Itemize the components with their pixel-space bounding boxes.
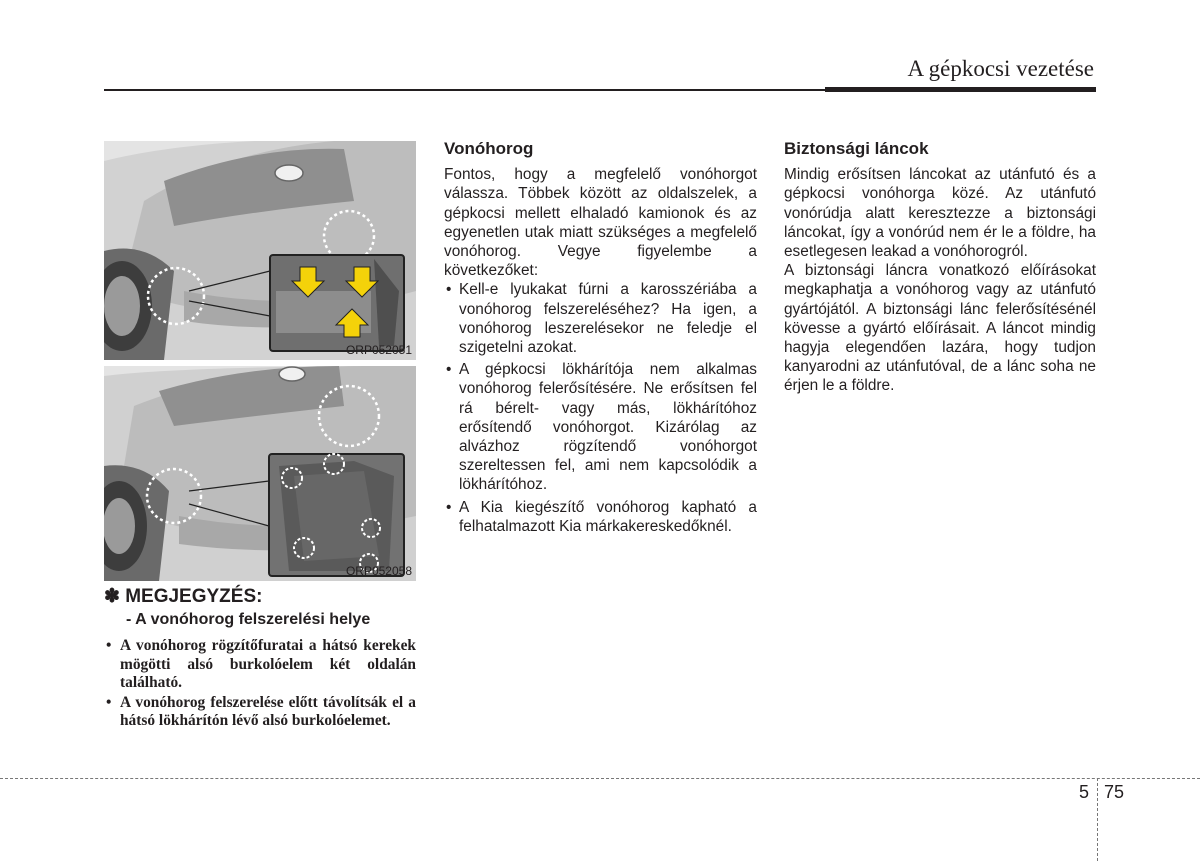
- header-rule-accent: [825, 87, 1096, 92]
- section-heading: Vonóhorog: [444, 139, 534, 158]
- list-item: • A Kia kiegészítő vonóhorog kapható a felhatalmazott Kia márkakereskedőknél.: [444, 498, 757, 536]
- footer-rule: [0, 778, 1200, 779]
- section-tow-hook: [444, 139, 757, 539]
- car-rear-illustration-2: [104, 366, 416, 581]
- note-subtitle: - A vonóhorog felszerelési helye: [126, 611, 371, 628]
- paragraph: A biztonsági láncra vonatkozó előírásokat megkaphatja a vonóhorog vagy az utánfutó gyártójától. A biztonsági lánc felerősítésénél kövesse a gyártó előírásait. A láncot mindig hagyja elegendően lazára, hogy tudjon kanyarodni az utánfutóval, de a lánc soha ne érjen le a földre.: [784, 262, 1096, 395]
- car-rear-illustration-1: [104, 141, 416, 360]
- section-intro: Fontos, hogy a megfelelő vonóhorgot válassza. Többek között az oldalszelek, a gépkocsi mellett elhaladó kamionok és az egyenetlen utak miatt szükséges a megfelelő vonóhorog. Vegye figyelembe a következőket:: [444, 166, 757, 280]
- figure-lower-cover: [104, 366, 416, 581]
- footer-divider: [1097, 778, 1098, 861]
- note-title: ✽ MEGJEGYZÉS:: [104, 586, 263, 607]
- bullet-list: [444, 280, 757, 536]
- running-header-title: A gépkocsi vezetése: [907, 56, 1094, 81]
- list-item: • A gépkocsi lökhárítója nem alkalmas vonóhorog felerősítésére. Ne erősítsen fel rá bérelt- vagy más, lökhárítóhoz erősítendő vonóhorgot. Kizárólag az alvázhoz rögzítendő vonóhorgot szereltessen fel, ami nem kapcsolódik a lökhárítóhoz.: [444, 360, 757, 494]
- figure-tow-hook-holes: [104, 141, 416, 360]
- section-heading: Biztonsági láncok: [784, 139, 929, 158]
- chapter-number: 5: [1079, 782, 1090, 802]
- figure-code: ORP052058: [345, 564, 412, 578]
- paragraph: Mindig erősítsen láncokat az utánfutó és a gépkocsi vonóhorga közé. Az utánfutó vonórúdja alatt keresztezze a biztonsági láncokat, így a vonórúd nem ér le a földre, ha esetlegesen leakad a vonóhorogról.: [784, 166, 1096, 261]
- page-number: 75: [1104, 782, 1125, 802]
- note-item: • A vonóhorog felszerelése előtt távolítsák el a hátsó lökhárítón lévő alsó burkolóelemet.: [104, 694, 416, 731]
- figure-code: ORP052051: [345, 343, 412, 357]
- note-item: • A vonóhorog rögzítőfuratai a hátsó kerekek mögötti alsó burkolóelem két oldalán található.: [104, 637, 416, 693]
- section-safety-chains: [784, 139, 1096, 396]
- note-list: [104, 637, 416, 731]
- list-item: • Kell-e lyukakat fúrni a karosszériába a vonóhorog felszereléséhez? Ha igen, a vonóhorog leszerelésekor ne feledje el szigetelni azokat.: [444, 280, 757, 357]
- note-box: [104, 585, 416, 732]
